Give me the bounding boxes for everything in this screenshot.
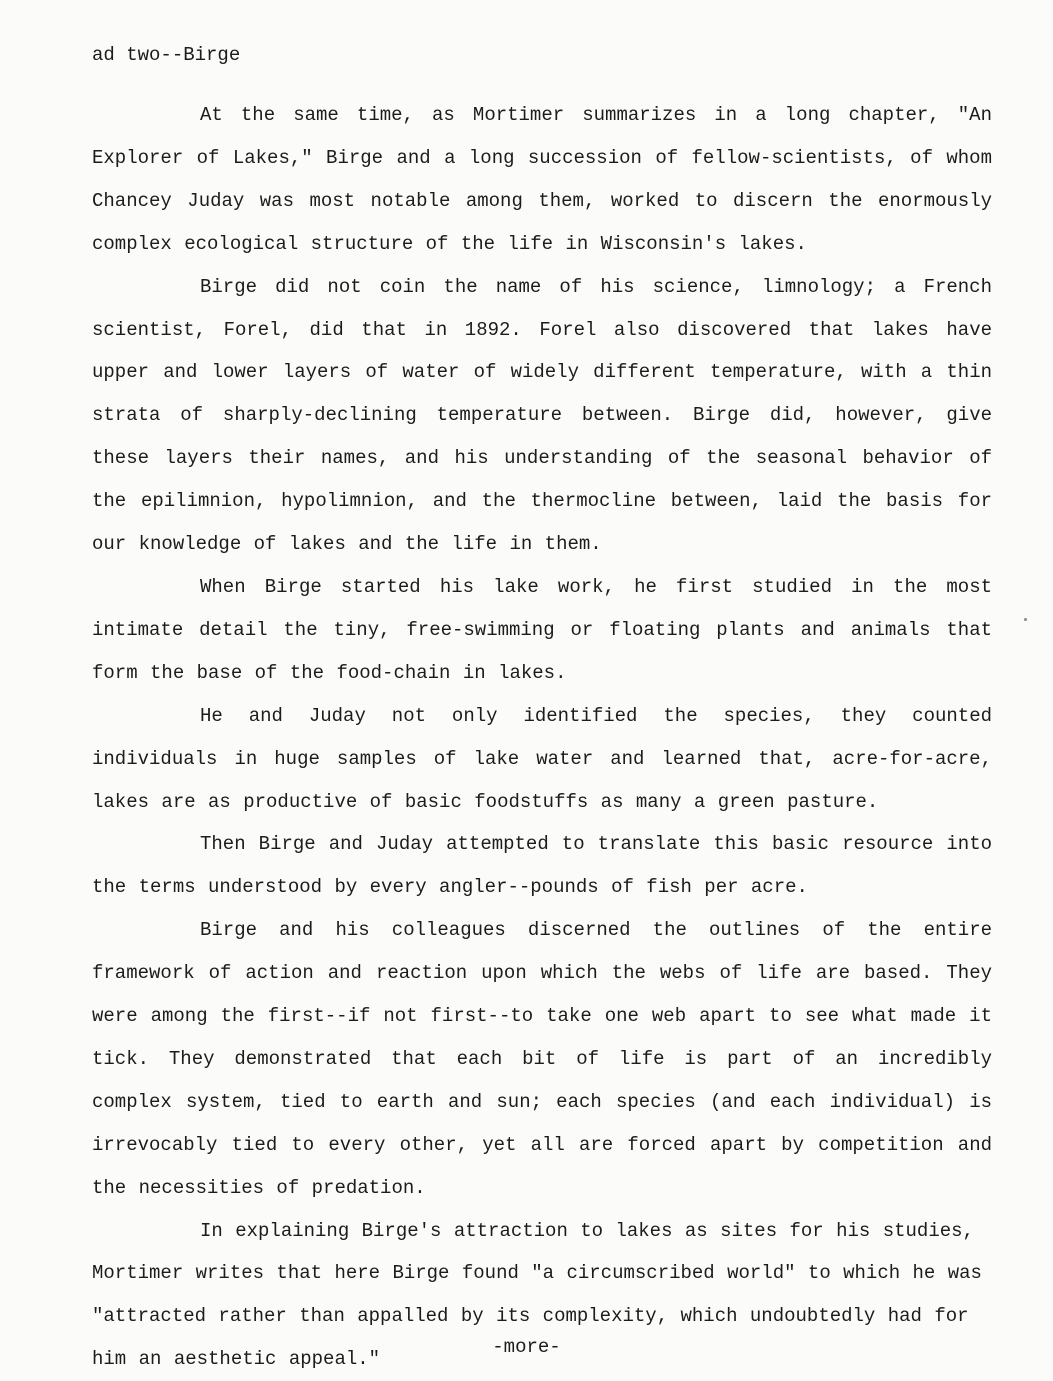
paragraph-circumscribed-world: In explaining Birge's attraction to lakes as sites for his studies, Mortimer writes that here Birge found "a circumscribed world" to which he was "attracted rather than appalled by its complexity, which undoubtedly had for him an aesthetic appeal." — [92, 1219, 982, 1371]
paragraph-limnology: Birge did not coin the name of his science, limnology; a French scientist, Forel, did that in 1892. Forel also discovered that lakes have upper and lower layers of water of widely different temperature, with a thin strata of sharply-declining temperature between. Birge did, however, give these layers their names, and his understanding of the seasonal behavior of the epilimnion, hypolimnion, and the thermocline between, laid the basis for our knowledge of lakes and the life in them. — [92, 275, 992, 556]
paragraph-fish-per-acre: Then Birge and Juday attempted to translate this basic resource into the terms understood by every angler--pounds of fish per acre. — [92, 833, 992, 899]
paragraph-webs-of-life: Birge and his colleagues discerned the outlines of the entire framework of action and reaction upon which the webs of life are based. They were among the first--if not first--to take one web apart to see what made it tick. They demonstrated that each bit of life is part of an incredibly complex system, tied to earth and sun; each species (and each individual) is irrevocably tied to every other, yet all are forced apart by competition and the necessities of predation. — [92, 919, 992, 1199]
paragraph-explorer-of-lakes: At the same time, as Mortimer summarizes in a long chapter, "An Explorer of Lakes," Birge and a long succession of fellow-scientists, of whom Chancey Juday was most notable among them, worked to discern the enormously complex ecological structure of the life in Wisconsin's lakes. — [92, 104, 992, 255]
paper-speck — [1024, 618, 1027, 621]
page-footer: -more- — [492, 1336, 561, 1358]
page-header: ad two--Birge — [92, 44, 241, 66]
paragraph-lake-work: When Birge started his lake work, he first studied in the most intimate detail the tiny, free-swimming or floating plants and animals that form the base of the food-chain in lakes. — [92, 575, 992, 684]
paragraph-species-counts: He and Juday not only identified the species, they counted individuals in huge samples of lake water and learned that, acre-for-acre, lakes are as productive of basic foodstuffs as many a green pasture. — [92, 704, 992, 813]
body-text — [92, 94, 992, 1381]
